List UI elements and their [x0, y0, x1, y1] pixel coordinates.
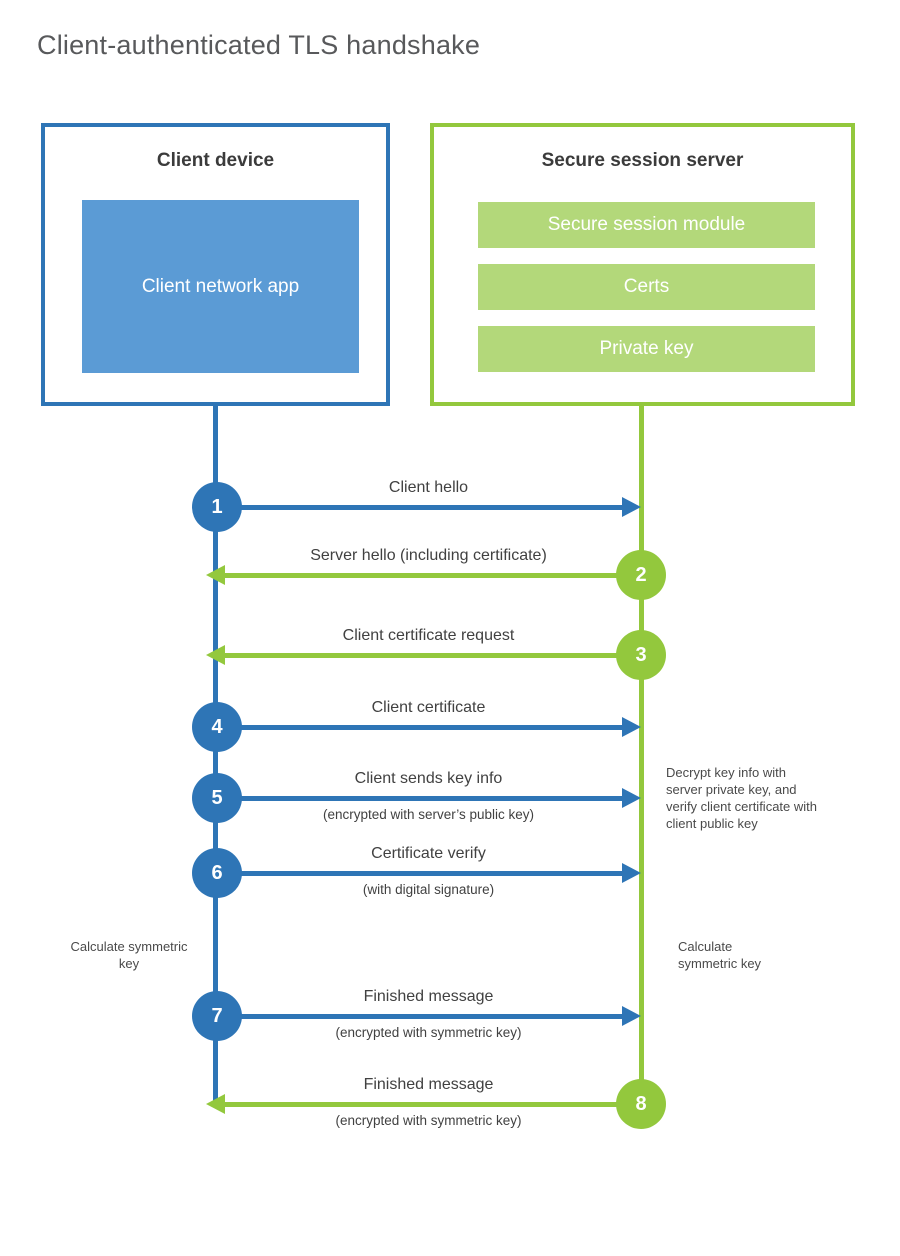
- step-badge-3: [616, 630, 666, 680]
- step-badge-6: [192, 848, 242, 898]
- step-badge-8: [616, 1079, 666, 1129]
- calculate-symmetric-key-client-note: Calculate symmetric key: [70, 939, 188, 971]
- arrow-shaft: [216, 871, 624, 876]
- message-label: Client hello: [388, 479, 469, 496]
- arrow-shaft: [216, 505, 624, 510]
- arrowhead-right-icon: [622, 497, 641, 517]
- arrow-shaft: [224, 653, 641, 658]
- arrow-shaft: [224, 1102, 641, 1107]
- secure-session-server-title: Secure session server: [541, 150, 744, 171]
- server-certs-bar: [478, 264, 815, 310]
- server-module-label: Secure session module: [547, 214, 746, 235]
- arrowhead-right-icon: [622, 717, 641, 737]
- decrypt-key-note: Decrypt key info with server private key, and verify client certificate with client public key: [666, 765, 817, 831]
- step-badge-1: [192, 482, 242, 532]
- message-label: Client certificate request: [342, 627, 515, 644]
- arrow-shaft: [216, 725, 624, 730]
- page-title: Client-authenticated TLS handshake: [37, 30, 481, 60]
- arrowhead-left-icon: [206, 645, 225, 665]
- server-private-key-label: Private key: [599, 338, 694, 359]
- message-label: Client certificate: [371, 699, 486, 716]
- message-sublabel: (encrypted with server’s public key): [322, 807, 535, 822]
- step-number: 3: [635, 643, 647, 666]
- step-number: 2: [635, 563, 647, 586]
- arrowhead-left-icon: [206, 1094, 225, 1114]
- step-number: 6: [211, 861, 223, 884]
- secure-session-server-box: [430, 123, 855, 406]
- step-number: 4: [211, 715, 223, 738]
- step-badge-2: [616, 550, 666, 600]
- arrow-shaft: [224, 573, 641, 578]
- step-number: 5: [211, 786, 223, 809]
- message-label: Client sends key info: [354, 770, 503, 787]
- step-badge-7: [192, 991, 242, 1041]
- arrowhead-right-icon: [622, 788, 641, 808]
- arrow-shaft: [216, 796, 624, 801]
- client-device-title: Client device: [156, 150, 275, 171]
- step-badge-4: [192, 702, 242, 752]
- server-certs-label: Certs: [623, 276, 670, 297]
- message-label: Certificate verify: [371, 845, 486, 862]
- server-module-bar: [478, 202, 815, 248]
- client-network-app-box: [82, 200, 359, 373]
- step-number: 8: [635, 1092, 647, 1115]
- arrowhead-left-icon: [206, 565, 225, 585]
- calculate-symmetric-key-server-note: Calculate symmetric key: [678, 939, 762, 971]
- step-number: 1: [211, 495, 223, 518]
- message-sublabel: (encrypted with symmetric key): [335, 1113, 522, 1128]
- message-label: Finished message: [363, 1076, 494, 1093]
- arrowhead-right-icon: [622, 863, 641, 883]
- step-number: 7: [211, 1004, 223, 1027]
- message-label: Finished message: [363, 988, 494, 1005]
- server-private-key-bar: [478, 326, 815, 372]
- message-sublabel: (with digital signature): [362, 882, 495, 897]
- client-device-box: [41, 123, 390, 406]
- step-badge-5: [192, 773, 242, 823]
- arrowhead-right-icon: [622, 1006, 641, 1026]
- client-network-app-label: Client network app: [141, 275, 300, 297]
- arrow-shaft: [216, 1014, 624, 1019]
- message-sublabel: (encrypted with symmetric key): [335, 1025, 522, 1040]
- message-label: Server hello (including certificate): [310, 547, 547, 564]
